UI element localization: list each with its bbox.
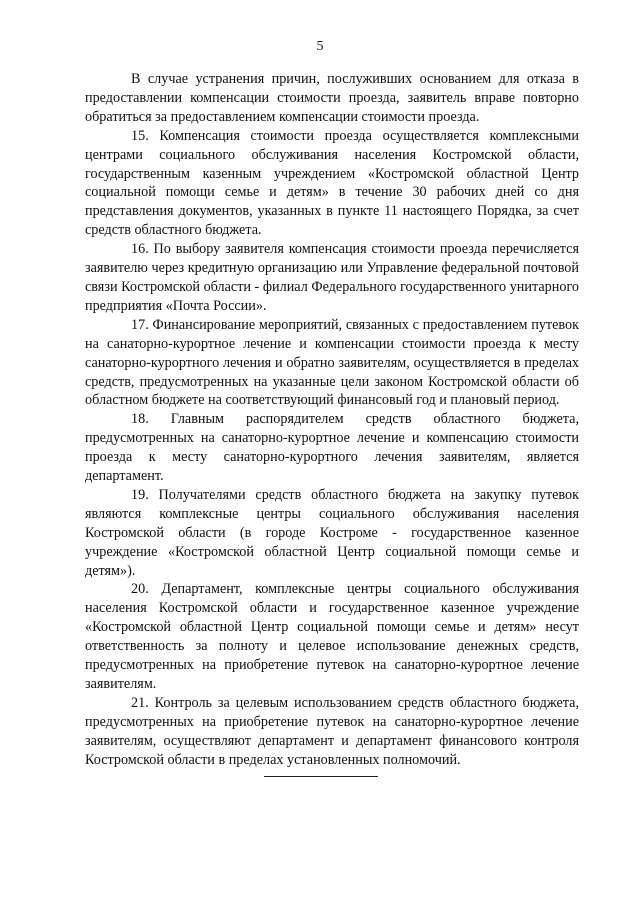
document-body (85, 70, 579, 770)
page-number: 5 (316, 39, 324, 54)
paragraph-15-compensation: 15. Компенсация стоимости проезда осуществляется комплексными центрами социального обслуживания населения Костромской области, государственным казенным учреждением «Костромской областной Центр социальной помощи семье и детям» в течение 30 рабочих дней со дня представления документов, указанных в пункте 11 настоящего Порядка, за счет средств областного бюджета. (85, 127, 579, 239)
paragraph-18-main-manager: 18. Главным распорядителем средств областного бюджета, предусмотренных на санаторно-курортное лечение и компенсацию стоимости проезда к месту санаторно-курортного лечения заявителям, является департамент. (85, 411, 579, 485)
paragraph-16-payment-method: 16. По выбору заявителя компенсация стоимости проезда перечисляется заявителю через кредитную организацию или Управление федеральной почтовой связи Костромской области - филиал Федерального государственного унитарного предприятия «Почта России». (85, 241, 579, 314)
paragraph-refusal-reapply: В случае устранения причин, послуживших основанием для отказа в предоставлении компенсации стоимости проезда, заявитель вправе повторно обратиться за предоставлением компенсации стоимости проезда. (85, 71, 579, 125)
paragraph-19-recipients: 19. Получателями средств областного бюджета на закупку путевок являются комплексные центры социального обслуживания населения Костромской области (в городе Костроме - государственное казенное учреждение «Костромской областной Центр социальной помощи семье и детям»). (85, 486, 579, 579)
end-of-document-line (264, 776, 378, 777)
paragraph-21-control: 21. Контроль за целевым использованием средств областного бюджета, предусмотренных на приобретение путевок на санаторно-курортное лечение заявителям, осуществляют департамент и департамент финансового контроля Костромской области в пределах установленных полномочий. (85, 694, 579, 768)
paragraph-20-responsibility: 20. Департамент, комплексные центры социального обслуживания населения Костромской области и государственное казенное учреждение «Костромской областной Центр социальной помощи семье и детям» несут ответственность за полноту и целевое использование денежных средств, предусмотренных на приобретение путевок на санаторно-курортное лечение заявителям. (85, 581, 579, 692)
paragraph-17-financing: 17. Финансирование мероприятий, связанных с предоставлением путевок на санаторно-курортное лечение и компенсации стоимости проезда к месту санаторно-курортного лечения и обратно заявителям, осуществляется в пределах средств, предусмотренных на указанные цели законом Костромской области об областном бюджете на соответствующий финансовый год и плановый период. (85, 316, 579, 409)
